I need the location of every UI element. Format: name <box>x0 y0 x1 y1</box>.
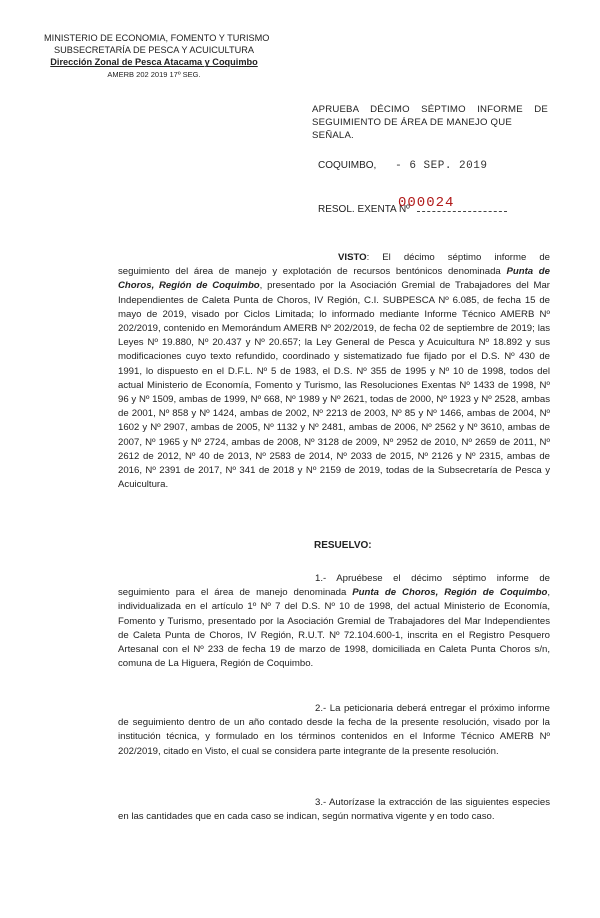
resolution-number-line <box>318 195 507 215</box>
resuelvo-heading: RESUELVO: <box>314 540 372 551</box>
resolution-subject <box>312 103 548 142</box>
direccion-zonal: Dirección Zonal de Pesca Atacama y Coquimbo <box>50 57 258 68</box>
city: COQUIMBO, <box>318 160 377 171</box>
item1-text-b: , individualizada en el artículo 1º Nº 7 del D.S. Nº 10 de 1998, del actual Ministerio de Economía, Fomento y Turismo, presentado por la Asociación Gremial de Trabajadores del Mar Independientes de Caleta Punta de Choros, IV Región, R.U.T. Nº 72.104.600-1, inscrita en el Registro Pesquero Artesanal con el Nº 233 de fecha 19 de marzo de 1998, domiciliada en Caleta Punta Choros s/n, comuna de La Higuera, Región de Coquimbo. <box>118 587 550 670</box>
subsecretaria-name: SUBSECRETARÍA DE PESCA Y ACUICULTURA <box>54 45 254 56</box>
resuelvo-item-2 <box>118 702 550 759</box>
ministry-name: MINISTERIO DE ECONOMIA, FOMENTO Y TURISMO <box>44 33 270 43</box>
visto-label: VISTO <box>338 252 367 263</box>
date-line <box>318 160 487 172</box>
subject-line-2: SEGUIMIENTO DE ÁREA DE MANEJO QUE SEÑALA. <box>312 117 512 141</box>
item1-area-name: Punta de Choros, Región de Coquimbo <box>352 587 548 599</box>
date-stamp: - 6 SEP. 2019 <box>395 160 488 172</box>
letterhead <box>44 32 270 81</box>
resuelvo-item-3 <box>118 796 550 824</box>
visto-paragraph <box>118 251 550 492</box>
item2-text: 2.- La peticionaria deberá entregar el próximo informe de seguimiento dentro de un año contado desde la fecha de la presente resolución, visado por la institución técnica, y formulado en los términos contenidos en el Informe Técnico AMERB Nº 202/2019, citado en Visto, el cual se considera parte integrante de la presente resolución. <box>118 703 550 757</box>
resolution-label: RESOL. EXENTA Nº <box>318 204 410 215</box>
resolution-number: 000024 <box>398 195 455 211</box>
reference-code: AMERB 202 2019 17º SEG. <box>107 69 201 79</box>
area-name: Punta de Choros, Región de Coquimbo <box>118 266 550 292</box>
resuelvo-item-1 <box>118 572 550 671</box>
item1-text-a: 1.- Apruébese el décimo séptimo informe de seguimiento para el área de manejo denominada <box>118 573 550 599</box>
subject-line-1: APRUEBA DÉCIMO SÉPTIMO INFORME DE <box>312 104 548 115</box>
visto-text-1: : El décimo séptimo informe de seguimiento del área de manejo y explotación de recursos bentónicos denominada <box>118 252 550 278</box>
item3-text: 3.- Autorízase la extracción de las siguientes especies en las cantidades que en cada caso se indican, según normativa vigente y en todo caso. <box>118 797 550 823</box>
visto-text-2: , presentado por la Asociación Gremial de Trabajadores del Mar Independientes de Caleta Punta de Choros, IV Región, C.I. SUBPESCA Nº 6.085, de fecha 15 de mayo de 2019, visado por Ciclos Limitada; lo informado mediante Informe Técnico AMERB Nº 202/2019, contenido en Memorándum AMERB Nº 202/2019, de fecha 02 de septiembre de 2019; las Leyes Nº 19.880, Nº 20.437 y Nº 20.657; la Ley General de Pesca y Acuicultura Nº 18.892 y sus modificaciones cuyo texto refundido, coordinado y sistematizado fue fijado por el D.S. Nº 430 de 1991, lo dispuesto en el D.F.L. Nº 5 de 1983, el D.S. Nº 355 de 1995 y Nº 10 de 1998, todos del actual Ministerio de Economía, Fomento y Turismo, las Resoluciones Exentas Nº 1433 de 1998, Nº 96 y Nº 1509, ambas de 1999, Nº 668, Nº 1989 y Nº 2621, todas de 2000, Nº 1923 y Nº 2528, ambas de 2001, Nº 858 y Nº 1424, ambas de 2002, Nº 2213 de 2003, Nº 85 y Nº 1466, ambas de 2004, Nº 1602 y Nº 2907, ambas de 2005, Nº 1132 y Nº 2481, ambas de 2006, Nº 2562 y Nº 3610, ambas de 2007, Nº 1965 y Nº 2724, ambas de 2008, Nº 3128 de 2009, Nº 2952 de 2010, Nº 2659 de 2011, Nº 2612 de 2012, Nº 40 de 2013, Nº 2583 de 2014, Nº 2033 de 2015, Nº 2126 y Nº 2315, ambas de 2016, Nº 2391 de 2017, Nº 341 de 2018 y Nº 2159 de 2019, todas de la Subsecretaría de Pesca y Acuicultura. <box>118 280 550 491</box>
